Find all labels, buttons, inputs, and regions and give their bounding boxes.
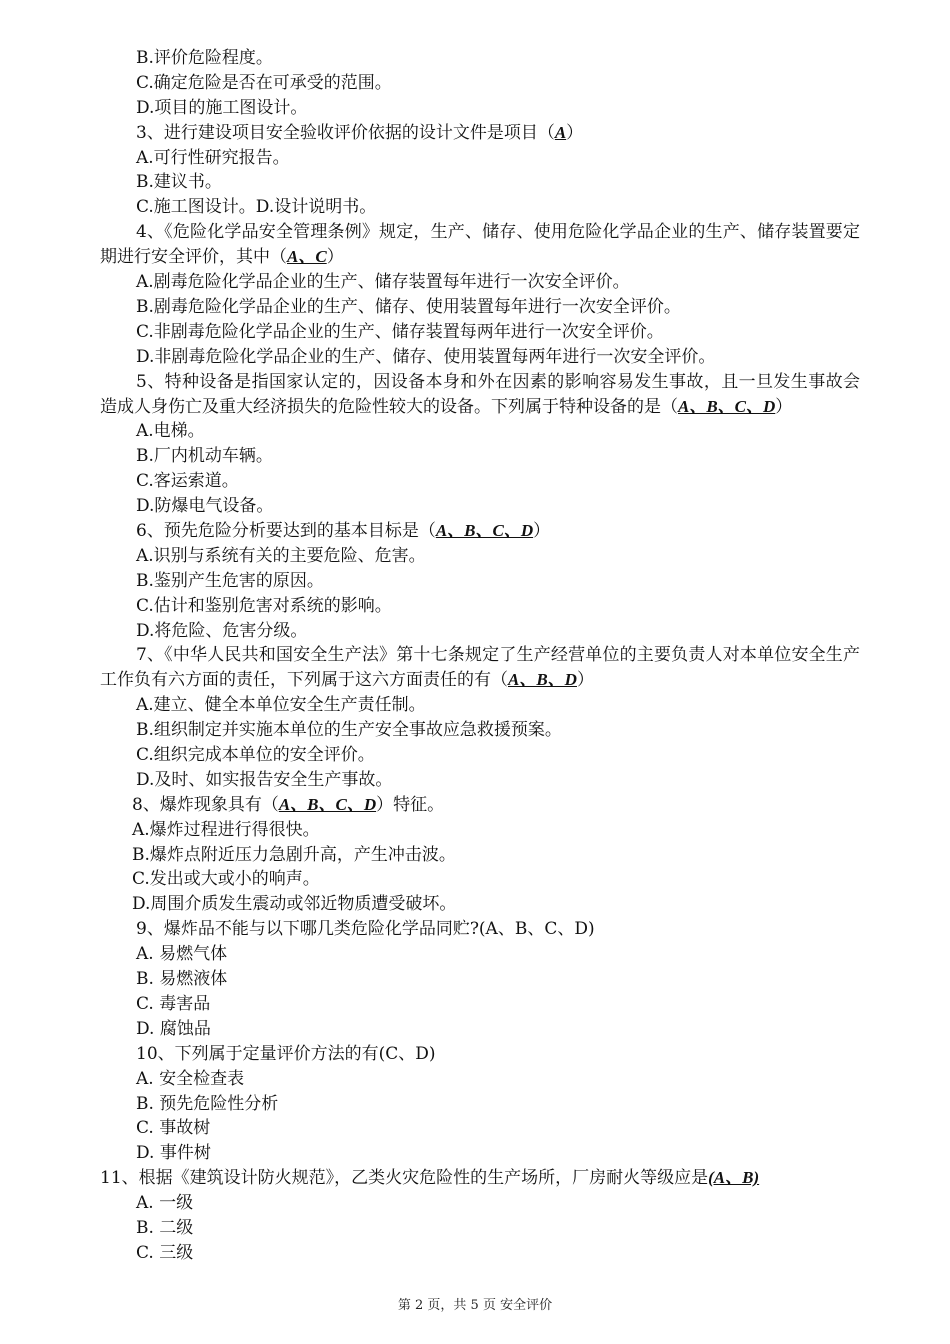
option-line: B. 二级	[136, 1217, 194, 1238]
option-line: C.施工图设计。D.设计说明书。	[136, 197, 377, 218]
option-line: C.非剧毒危险化学品企业的生产、储存装置每两年进行一次安全评价。	[136, 321, 664, 342]
answer-mark: (A、B)	[708, 1168, 760, 1188]
option-line: A.电梯。	[136, 421, 205, 442]
option-line: D. 腐蚀品	[136, 1018, 211, 1039]
option-line: B.鉴别产生危害的原因。	[136, 570, 324, 591]
option-line: C. 事故树	[136, 1118, 211, 1139]
option-line: B.组织制定并实施本单位的生产安全事故应急救援预案。	[136, 720, 562, 741]
option-line: A.可行性研究报告。	[136, 147, 290, 168]
page-footer: 第 2 页，共 5 页 安全评价	[397, 1298, 553, 1313]
option-line: A.剧毒危险化学品企业的生产、储存装置每年进行一次安全评价。	[136, 272, 630, 293]
option-line: D.非剧毒危险化学品企业的生产、储存、使用装置每两年进行一次安全评价。	[136, 346, 716, 367]
answer-mark: A	[554, 122, 567, 142]
question-7-stem: 7、《中华人民共和国安全生产法》第十七条规定了生产经营单位的主要负责人对本单位安全生产工作负有六方面的责任，下列属于这六方面责任的有（A、B、D）	[100, 645, 860, 691]
option-line: C.估计和鉴别危害对系统的影响。	[136, 595, 392, 616]
question-6-stem: 6、预先危险分析要达到的基本目标是（A、B、C、D）	[136, 520, 551, 541]
answer-mark: A、B、C、D	[678, 396, 776, 416]
option-line: A.爆炸过程进行得很快。	[132, 819, 320, 840]
question-10-stem: 10、下列属于定量评价方法的有(C、D)	[136, 1043, 436, 1064]
question-5-stem: 5、特种设备是指国家认定的，因设备本身和外在因素的影响容易发生事故，且一旦发生事故会造成人身伤亡及重大经济损失的危险性较大的设备。下列属于特种设备的是（A、B、C、D）	[100, 371, 860, 417]
option-line: A.建立、健全本单位安全生产责任制。	[136, 695, 426, 716]
question-4-stem: 4、《危险化学品安全管理条例》规定，生产、储存、使用危险化学品企业的生产、储存装置要定期进行安全评价，其中（A、C）	[100, 222, 860, 268]
option-line: B.厂内机动车辆。	[136, 446, 273, 467]
answer-mark: A、B、D	[508, 670, 577, 690]
option-line: C.客运索道。	[136, 471, 239, 492]
answer-mark: A、B、C、D	[435, 520, 534, 540]
option-line: D.及时、如实报告安全生产事故。	[136, 769, 393, 790]
option-line: C.确定危险是否在可承受的范围。	[136, 72, 392, 93]
option-line: D.将危险、危害分级。	[136, 620, 308, 641]
option-line: A. 安全检查表	[136, 1068, 245, 1089]
option-line: B.爆炸点附近压力急剧升高，产生冲击波。	[132, 844, 456, 865]
option-line: D.周围介质发生震动或邻近物质遭受破坏。	[132, 894, 457, 915]
option-line: D. 事件树	[136, 1143, 211, 1164]
option-line: C.组织完成本单位的安全评价。	[136, 745, 375, 766]
option-line: C.发出或大或小的响声。	[132, 869, 320, 890]
option-line: B. 易燃液体	[136, 969, 228, 990]
option-line: B.建议书。	[136, 172, 222, 193]
option-line: B.剧毒危险化学品企业的生产、储存、使用装置每年进行一次安全评价。	[136, 296, 681, 317]
option-line: A. 易燃气体	[136, 944, 228, 965]
option-line: C. 毒害品	[136, 993, 211, 1014]
question-3-stem: 3、进行建设项目安全验收评价依据的设计文件是项目（A）	[136, 122, 584, 143]
option-line: B. 预先危险性分析	[136, 1093, 279, 1114]
option-line: A. 一级	[136, 1193, 194, 1214]
question-8-stem: 8、爆炸现象具有（A、B、C、D）特征。	[132, 794, 445, 815]
option-line: D.防爆电气设备。	[136, 496, 274, 517]
question-11-stem: 11、根据《建筑设计防火规范》，乙类火灾危险性的生产场所，厂房耐火等级应是(A、B)	[100, 1168, 760, 1189]
answer-mark: A、C	[287, 247, 327, 267]
option-line: A.识别与系统有关的主要危险、危害。	[136, 545, 426, 566]
option-line: D.项目的施工图设计。	[136, 97, 308, 118]
option-line: B.评价危险程度。	[136, 48, 273, 68]
option-line: C. 三级	[136, 1242, 194, 1263]
answer-mark: A、B、C、D	[278, 794, 377, 814]
question-9-stem: 9、爆炸品不能与以下哪几类危险化学品同贮?(A、B、C、D)	[136, 919, 595, 940]
question-list	[100, 46, 860, 1266]
